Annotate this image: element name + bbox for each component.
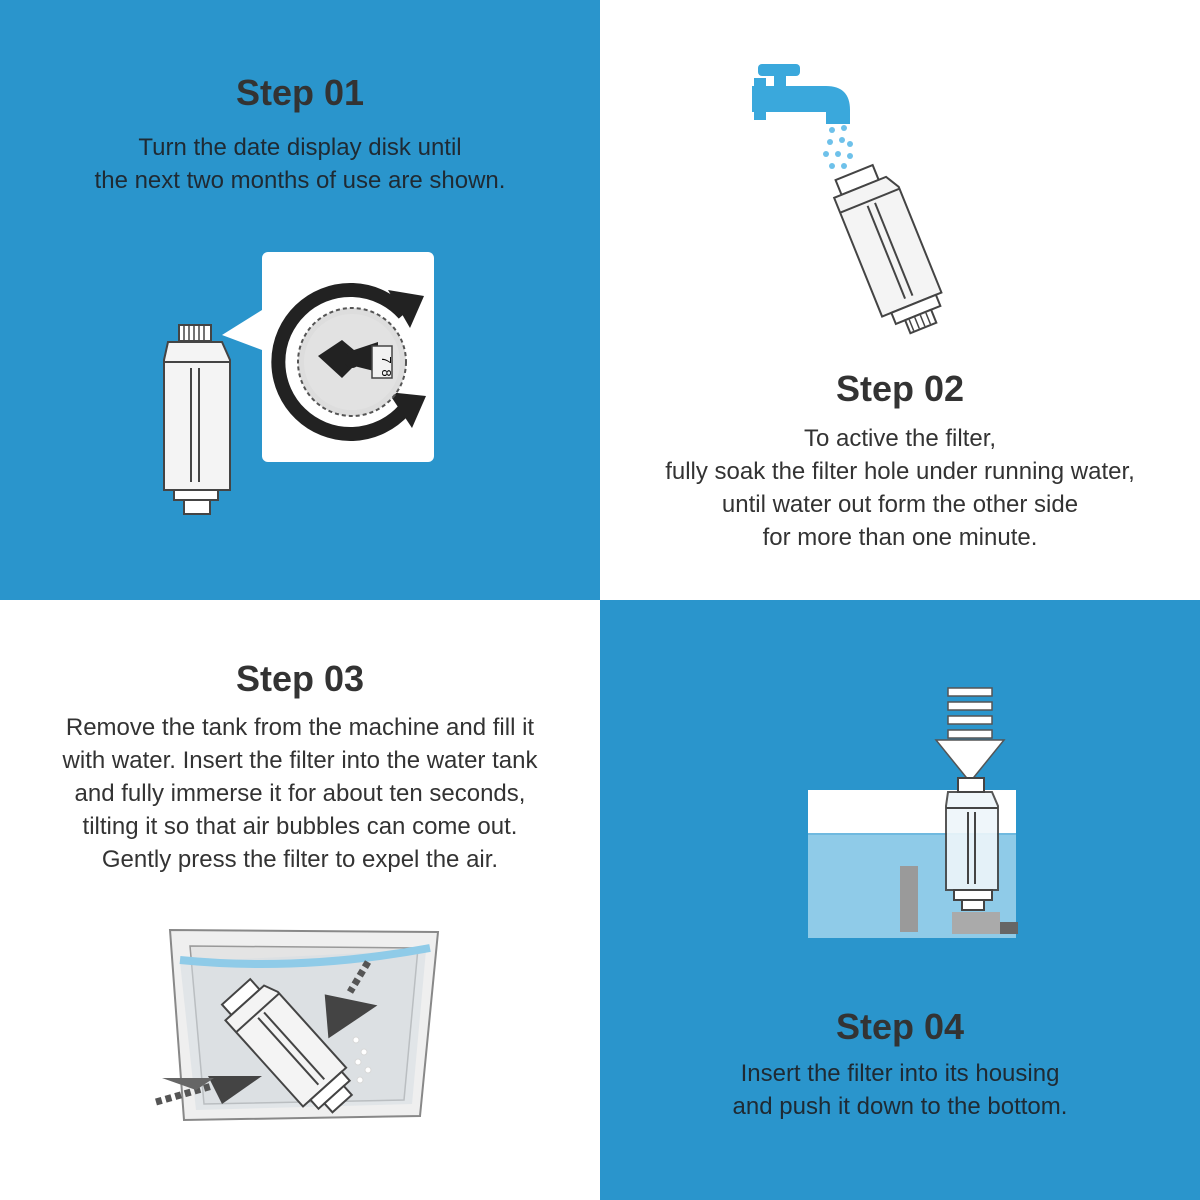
step-01-panel (0, 0, 600, 600)
step-04-description (600, 1057, 1200, 1123)
step-02-panel (600, 0, 1200, 600)
step-02-title: Step 02 (835, 368, 965, 409)
date-disk-illustration (0, 0, 600, 600)
step-04-line-1: Insert the filter into its housing (740, 1060, 1060, 1087)
disk-digit-7: 7 (379, 356, 394, 364)
step-03-line-4: tilting it so that air bubbles can come out. (82, 813, 518, 840)
step-04-title: Step 04 (835, 1006, 965, 1047)
date-display-disk-icon (298, 308, 406, 416)
filter-cartridge-icon (828, 159, 951, 341)
filter-cartridge-icon (164, 325, 230, 514)
step-04-line-2: and push it down to the bottom. (732, 1093, 1068, 1120)
step-01-line-2: the next two months of use are shown. (94, 167, 506, 194)
faucet-icon (752, 64, 850, 124)
step-03-line-2: with water. Insert the filter into the water tank (62, 747, 538, 774)
step-03-line-3: and fully immerse it for about ten seconds, (74, 780, 526, 807)
water-drops-icon (823, 125, 853, 169)
step-02-description (600, 422, 1200, 554)
step-02-line-2: fully soak the filter hole under running water, (665, 458, 1135, 485)
step-03-line-1: Remove the tank from the machine and fill it (65, 714, 535, 741)
step-01-title: Step 01 (235, 72, 365, 113)
down-arrow-icon (936, 688, 1004, 782)
tank-immersion-illustration (0, 600, 600, 1200)
step-03-title: Step 03 (235, 658, 365, 699)
step-01-line-1: Turn the date display disk until (138, 134, 462, 161)
step-02-line-3: until water out form the other side (721, 491, 1079, 518)
step-03-panel (0, 600, 600, 1200)
filter-cartridge-icon (946, 778, 998, 910)
step-04-panel (600, 600, 1200, 1200)
disk-digit-8: 8 (379, 369, 394, 377)
step-02-line-1: To active the filter, (803, 425, 997, 452)
step-02-line-4: for more than one minute. (762, 524, 1038, 551)
step-03-line-5: Gently press the filter to expel the air. (101, 846, 499, 873)
